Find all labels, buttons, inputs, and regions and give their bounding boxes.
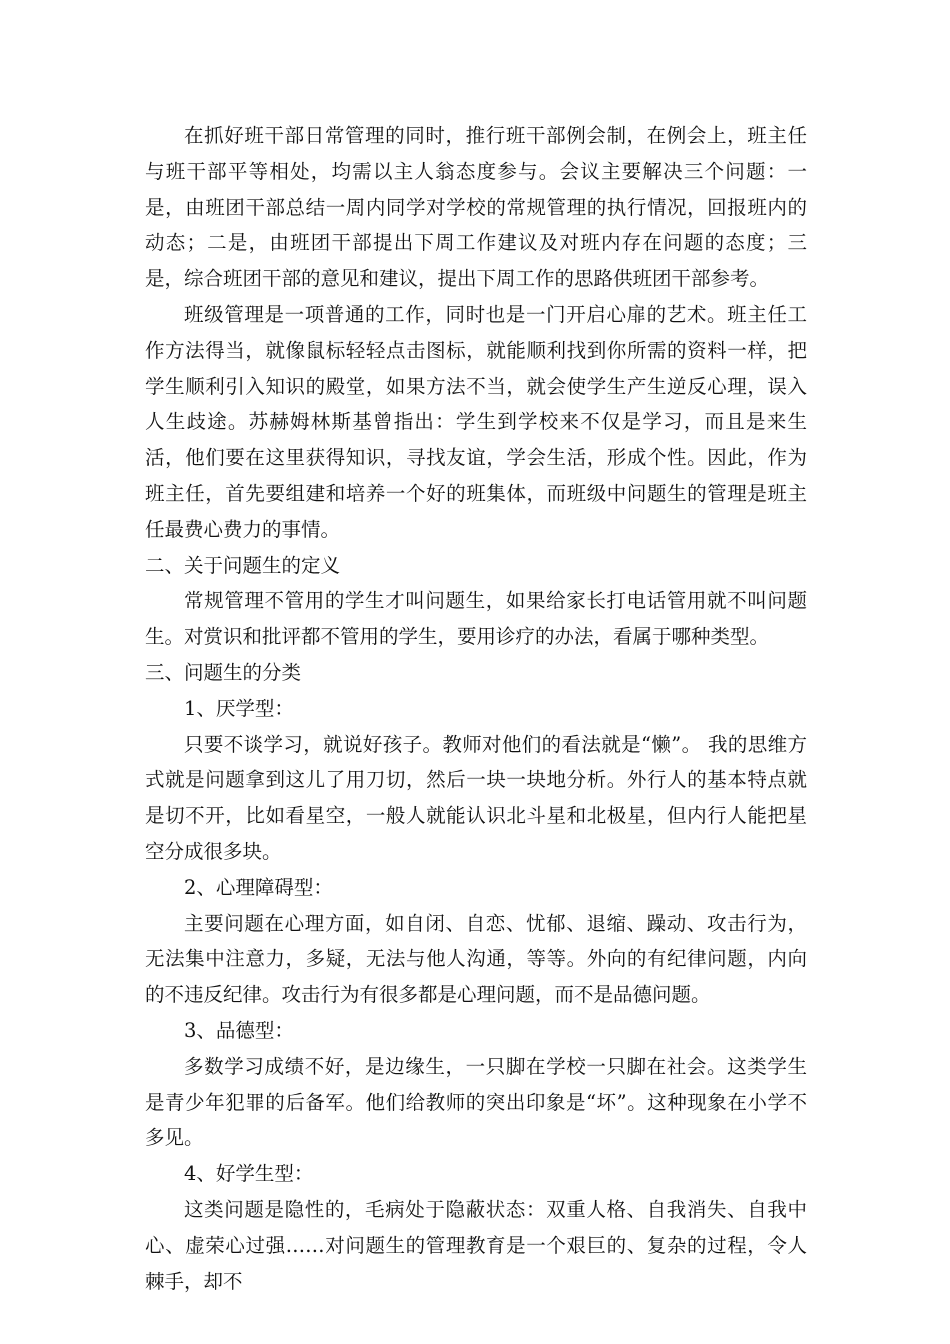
- document-body: [145, 118, 807, 1299]
- section-heading-classification: 三、问题生的分类: [145, 660, 302, 684]
- paragraph-type-1: 只要不谈学习，就说好孩子。教师对他们的看法就是“懒”。 我的思维方式就是问题拿到这儿了用刀切，然后一块一块地分析。外行人的基本特点就是切不开，比如看星空，一般人就能认识北斗星和北极星，但内行人能把星空分成很多块。: [145, 732, 807, 863]
- paragraph-type-2: 主要问题在心理方面，如自闭、自恋、忧郁、退缩、躁动、攻击行为，无法集中注意力，多疑，无法与他人沟通，等等。外向的有纪律问题，内向的不违反纪律。攻击行为有很多都是心理问题，而不是品德问题。: [145, 911, 807, 1007]
- section-heading-definition: 二、关于问题生的定义: [145, 553, 341, 577]
- paragraph-type-3: 多数学习成绩不好，是边缘生，一只脚在学校一只脚在社会。这类学生是青少年犯罪的后备军。他们给教师的突出印象是“坏”。这种现象在小学不多见。: [145, 1054, 807, 1150]
- subheading-type-4: 4、好学生型：: [184, 1162, 314, 1186]
- paragraph-type-4: 这类问题是隐性的，毛病处于隐蔽状态：双重人格、自我消失、自我中心、虚荣心过强……对问题生的管理教育是一个艰巨的、复杂的过程，令人棘手，却不: [145, 1197, 807, 1293]
- subheading-type-1: 1、厌学型：: [184, 696, 294, 720]
- paragraph-class-management: 班级管理是一项普通的工作，同时也是一门开启心扉的艺术。班主任工作方法得当，就像鼠标轻轻点击图标，就能顺利找到你所需的资料一样，把学生顺利引入知识的殿堂，如果方法不当，就会使学生产生逆反心理，误入人生歧途。苏赫姆林斯基曾指出：学生到学校来不仅是学习，而且是来生活，他们要在这里获得知识，寻找友谊，学会生活，形成个性。因此，作为班主任，首先要组建和培养一个好的班集体，而班级中问题生的管理是班主任最费心费力的事情。: [145, 302, 807, 541]
- paragraph-meeting-system: 在抓好班干部日常管理的同时，推行班干部例会制，在例会上，班主任与班干部平等相处，均需以主人翁态度参与。会议主要解决三个问题：一是，由班团干部总结一周内同学对学校的常规管理的执行情况，回报班内的动态；二是，由班团干部提出下周工作建议及对班内存在问题的态度；三是，综合班团干部的意见和建议，提出下周工作的思路供班团干部参考。: [145, 124, 807, 291]
- subheading-type-2: 2、心理障碍型：: [184, 875, 333, 899]
- subheading-type-3: 3、品德型：: [184, 1018, 294, 1042]
- paragraph-definition: 常规管理不管用的学生才叫问题生，如果给家长打电话管用就不叫问题生。对赏识和批评都不管用的学生，要用诊疗的办法，看属于哪种类型。: [145, 589, 807, 649]
